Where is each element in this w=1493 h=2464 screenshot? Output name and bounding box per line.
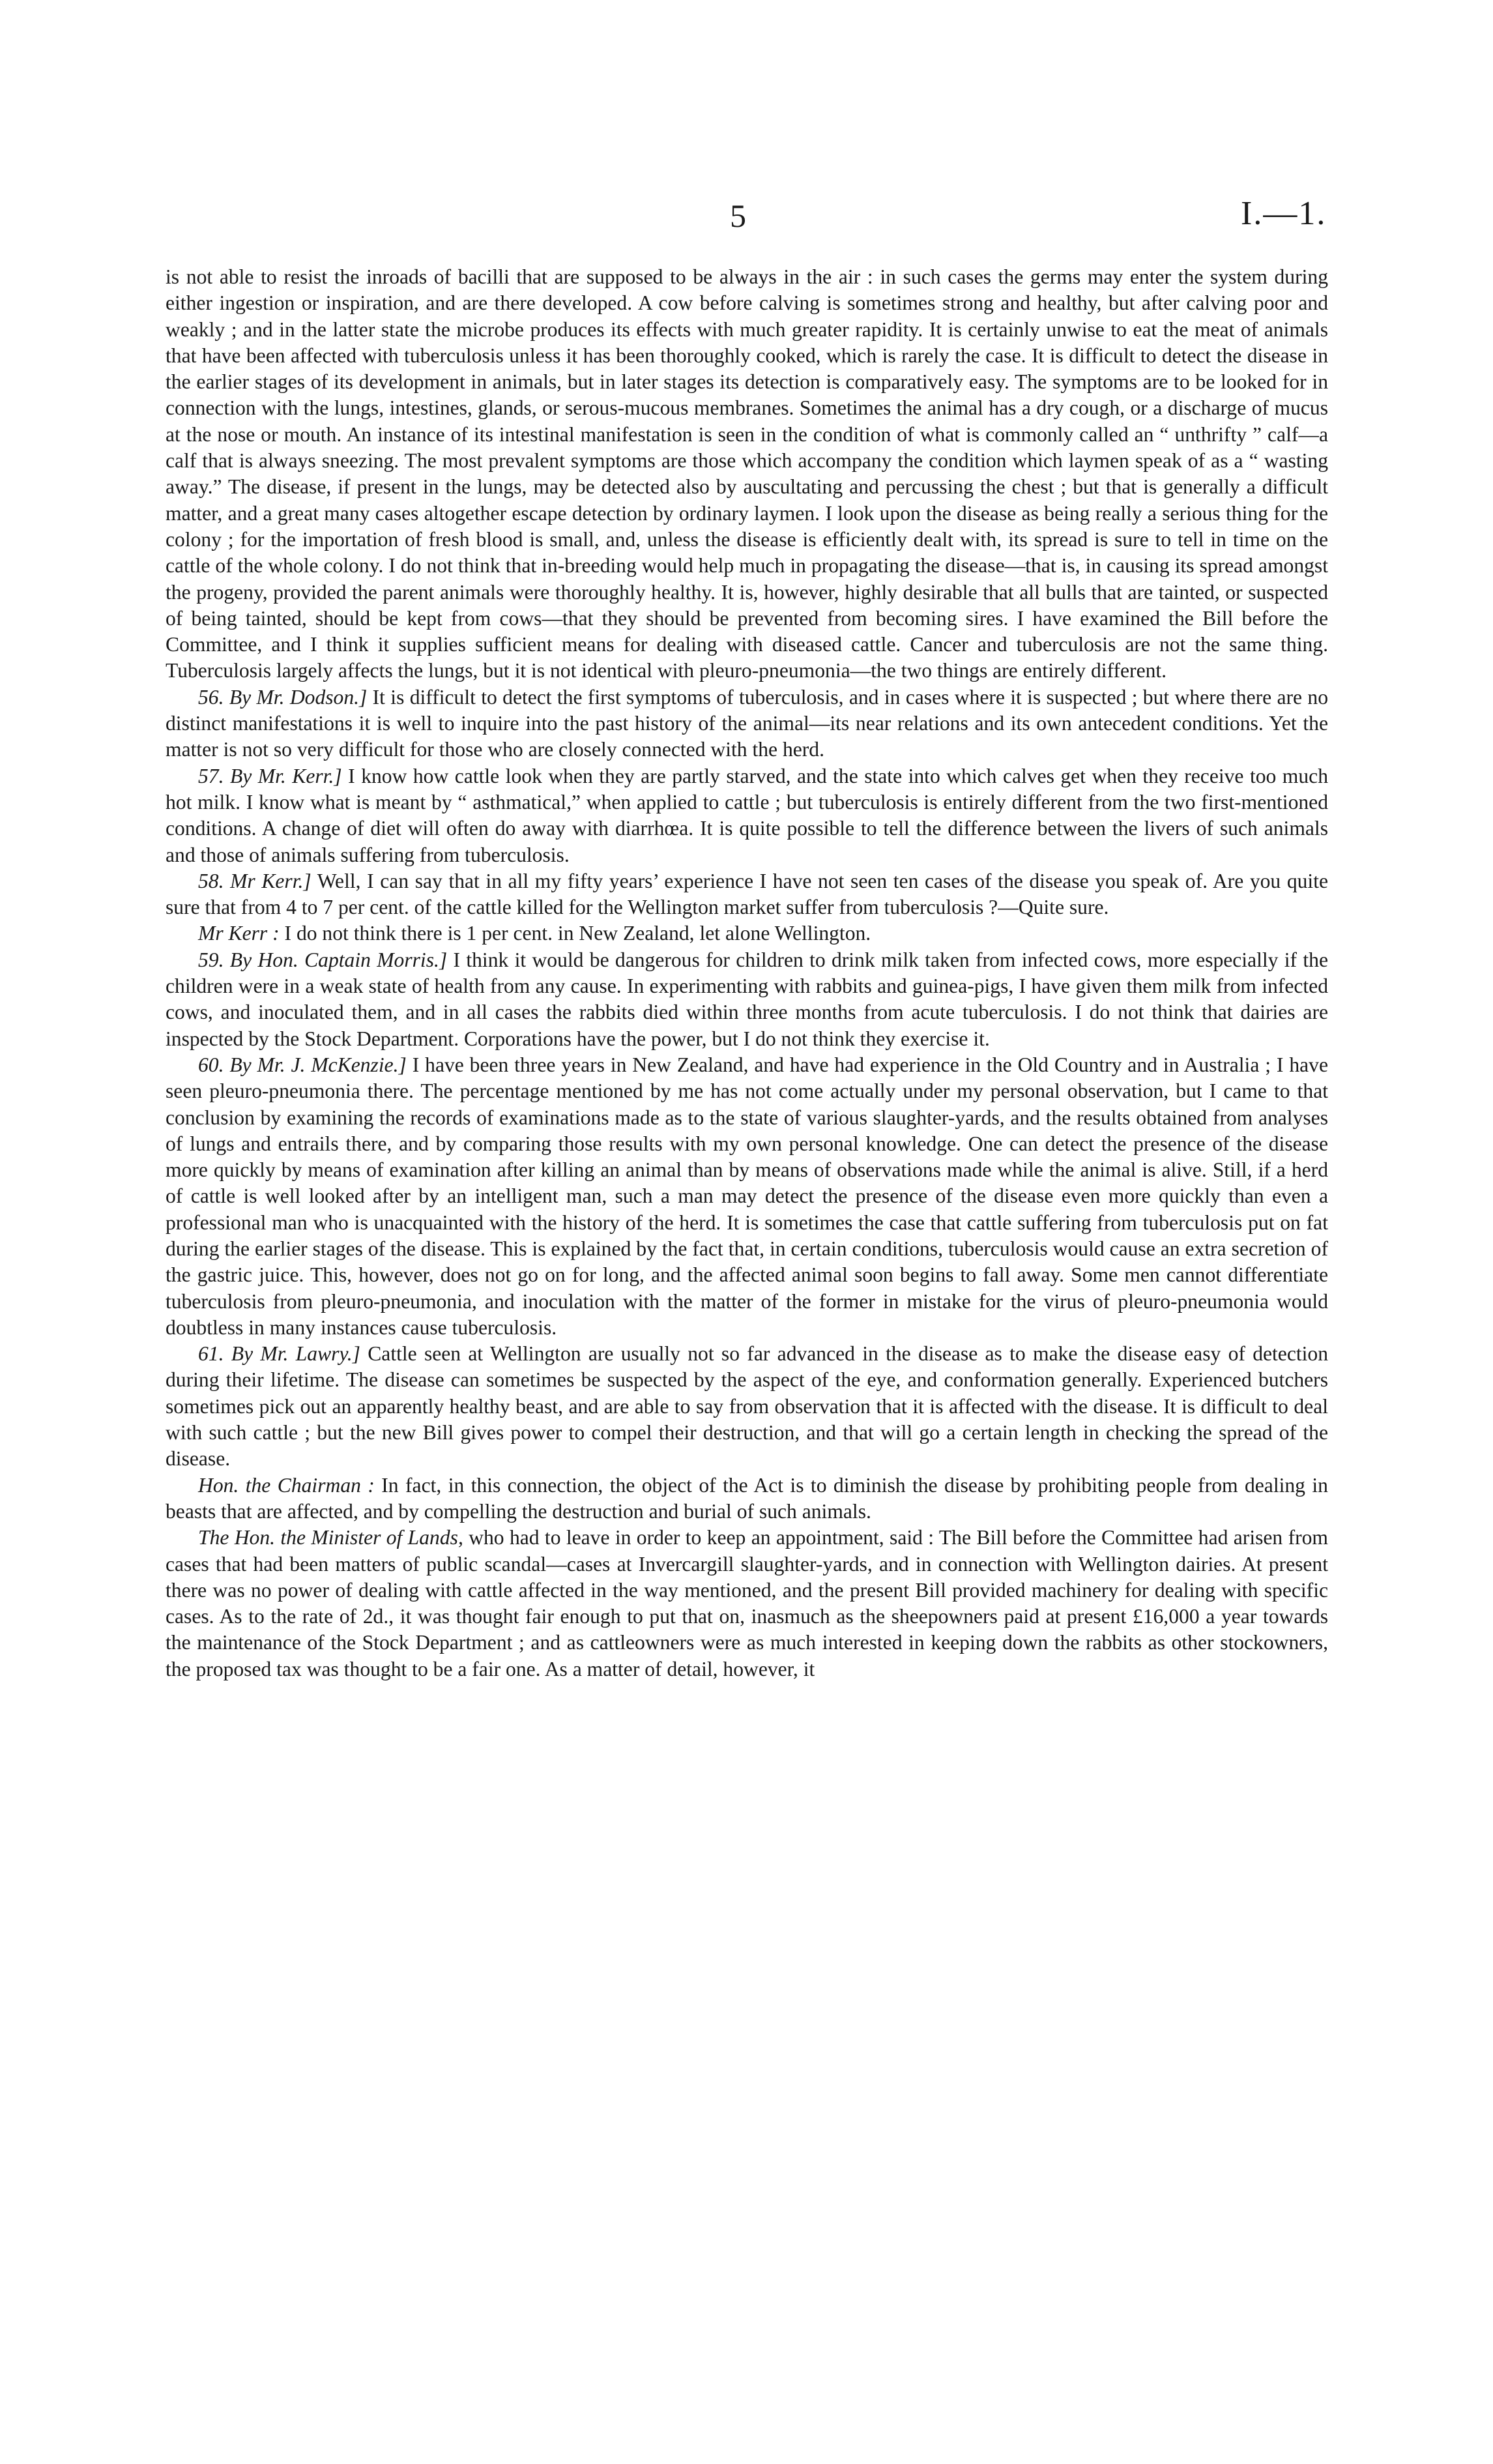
speaker-label: 61. By Mr. Lawry.] [198,1342,360,1366]
answer-text: It is difficult to detect the first symptoms of tuberculosis, and in cases where it is suspected ; but where there are no distinct manifestations it is well to inquire into the past history of the animal—its near relations and its own antecedent conditions. Yet the matter is not so very difficult for those who are closely connected with the herd. [166,685,1328,761]
paragraph-q58 [166,868,1328,921]
paragraph-q57 [166,763,1328,868]
answer-text: who had to leave in order to keep an appointment, said : The Bill before the Committee had arisen from cases that had been matters of public scandal—cases at Invercargill slaughter-yards, and in connection with Wellington dairies. At present there was no power of dealing with cattle affected in the way mentioned, and the present Bill provided machinery for dealing with specific cases. As to the rate of 2d., it was thought fair enough to put that on, inasmuch as the sheepowners paid at present £16,000 a year towards the maintenance of the Stock Department ; and as cattleowners were as much interested in keeping down the rabbits as other stockowners, the proposed tax was thought to be a fair one. As a matter of detail, however, it [166,1526,1328,1680]
speaker-label: 58. Mr Kerr.] [198,869,312,892]
paragraph-q56 [166,684,1328,763]
paragraph-chairman [166,1473,1328,1525]
speaker-label: 57. By Mr. Kerr.] [198,764,342,787]
paragraph-q61 [166,1341,1328,1472]
answer-text: In fact, in this connection, the object of the Act is to diminish the disease by prohibiting people from dealing in beasts that are affected, and by compelling the destruction and burial of such animals. [166,1473,1328,1523]
speaker-label: The Hon. the Minister of Lands, [198,1526,463,1549]
speaker-label: 56. By Mr. Dodson.] [198,685,368,709]
document-reference: I.—1. [1241,195,1327,232]
speaker-label: Hon. the Chairman : [198,1473,375,1497]
paragraph-continued: is not able to resist the inroads of bacilli that are supposed to be always in the air : in such cases the germs may enter the system during either ingestion or inspiration, and are there developed. A cow before calving is sometimes strong and healthy, but after calving poor and weakly ; and in the latter state the microbe produces its effects with much greater rapidity. It is certainly unwise to eat the meat of animals that have been affected with tuberculosis unless it has been thoroughly cooked, which is rarely the case. It is difficult to detect the disease in the earlier stages of its development in animals, but in later stages its detection is comparatively easy. The symptoms are to be looked for in connection with the lungs, intestines, glands, or serous-mucous membranes. Sometimes the animal has a dry cough, or a discharge of mucus at the nose or mouth. An instance of its intestinal manifestation is seen in the condition of what is commonly called an “ unthrifty ” calf—a calf that is always sneezing. The most prevalent symptoms are those which accompany the condition which laymen speak of as a “ wasting away.” The disease, if present in the lungs, may be detected also by auscultating and percussing the chest ; but that is generally a difficult matter, and a great many cases altogether escape detection by ordinary laymen. I look upon the disease as being really a serious thing for the colony ; for the importation of fresh blood is small, and, unless the disease is efficiently dealt with, its spread is sure to tell in time on the cattle of the whole colony. I do not think that in-breeding would help much in propagating the disease—that is, in causing its spread amongst the progeny, provided the parent animals were thoroughly healthy. It is, however, highly desirable that all bulls that are tainted, or suspected of being tainted, should be kept from cows—that they should be prevented from becoming sires. I have examined the Bill before the Committee, and I think it supplies sufficient means for dealing with diseased cattle. Cancer and tuberculosis are not the same thing. Tuberculosis largely affects the lungs, but it is not identical with pleuro-pneumonia—the two things are entirely different. [166,265,1328,682]
paragraph-kerr-remark [166,920,1328,946]
speaker-label: Mr Kerr : [198,922,280,945]
answer-text: I think it would be dangerous for children to drink milk taken from infected cows, more especially if the children were in a weak state of health from any cause. In experimenting with rabbits and guinea-pigs, I have given them milk from infected cows, and inoculated them, and in all cases the rabbits died within three months from acute tuberculosis. I do not think that dairies are inspected by the Stock Department. Corporations have the power, but I do not think they exercise it. [166,948,1328,1050]
speaker-label: 59. By Hon. Captain Morris.] [198,948,448,971]
page-number: 5 [730,198,747,234]
paragraph-q60 [166,1052,1328,1341]
paragraph-minister [166,1525,1328,1682]
answer-text: I have been three years in New Zealand, and have had experience in the Old Country and in Australia ; I have seen pleuro-pneumonia there. The percentage mentioned by me has not come actually under my personal observation, but I came to that conclusion by examining the records of examinations made as to the state of various slaughter-yards, and the results obtained from analyses of lungs and entrails there, and by comparing those results with my own personal knowledge. One can detect the presence of the disease more quickly by means of examination after killing an animal than by means of observations made while the animal is alive. Still, if a herd of cattle is well looked after by an intelligent man, such a man may detect the presence of the disease even more quickly than even a professional man who is unacquainted with the history of the herd. It is sometimes the case that cattle suffering from tuberculosis put on fat during the earlier stages of the disease. This is explained by the fact that, in certain conditions, tuberculosis would cause an extra secretion of the gastric juice. This, however, does not go on for long, and the affected animal soon begins to fall away. Some men cannot differentiate tuberculosis from pleuro-pneumonia, and inoculation with the matter of the former in mistake for the virus of pleuro-pneumonia would doubtless in many instances cause tuberculosis. [166,1053,1328,1339]
answer-text: Cattle seen at Wellington are usually not so far advanced in the disease as to make the disease easy of detection during their lifetime. The disease can sometimes be suspected by the aspect of the eye, and conformation generally. Experienced butchers sometimes pick out an apparently healthy beast, and are able to say from observation that it is affected with the disease. It is difficult to deal with such cattle ; but the new Bill gives power to compel their destruction, and that will go a certain length in checking the spread of the disease. [166,1342,1328,1471]
paragraph-q59 [166,947,1328,1052]
speaker-label: 60. By Mr. J. McKenzie.] [198,1053,407,1076]
answer-text: I do not think there is 1 per cent. in New Zealand, let alone Wellington. [279,922,871,945]
document-body [166,264,1328,1682]
answer-text: Well, I can say that in all my fifty years’ experience I have not seen ten cases of the disease you speak of. Are you quite sure that from 4 to 7 per cent. of the cattle killed for the Wellington market suffer from tuberculosis ?—Quite sure. [166,869,1329,919]
answer-text: I know how cattle look when they are partly starved, and the state into which calves get when they receive too much hot milk. I know what is meant by “ asthmatical,” when applied to cattle ; but tuberculosis is entirely different from the two first-mentioned conditions. A change of diet will often do away with diarrhœa. It is quite possible to tell the difference between the livers of such animals and those of animals suffering from tuberculosis. [166,764,1328,866]
